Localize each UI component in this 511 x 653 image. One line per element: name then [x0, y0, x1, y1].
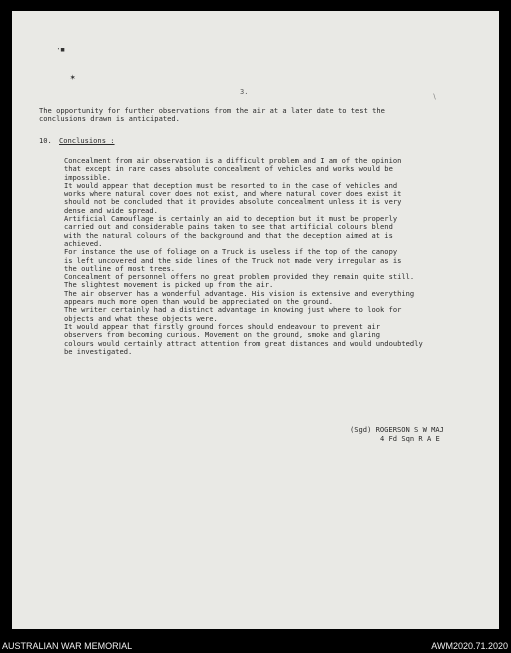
- signature-unit: 4 Fd Sqn R A E: [380, 433, 440, 443]
- section-title: Conclusions :: [59, 136, 115, 145]
- text-line: The air observer has a wonderful advantage. His vision is extensive and everything: [64, 288, 415, 298]
- text-line: works where natural cover does not exist, and where natural cover does exist it: [64, 189, 402, 199]
- text-line: colours would certainly attract attention from great distances and would undoubtedly: [64, 338, 423, 348]
- intro-paragraph: [39, 107, 385, 124]
- footer-reference: AWM2020.71.2020: [431, 641, 508, 651]
- text-line: appears much more open than would be appreciated on the ground.: [64, 297, 334, 307]
- text-line: achieved.: [64, 238, 103, 248]
- text-line: conclusions drawn is anticipated.: [39, 114, 180, 124]
- document-page: [12, 11, 499, 629]
- ink-speck: ∖: [432, 93, 437, 101]
- signature-name: (Sgd) ROGERSON S W MAJ: [350, 425, 444, 434]
- text-line: The opportunity for further observations from the air at a later date to test the: [39, 106, 385, 115]
- text-line: is left uncovered and the side lines of the Truck not made very irregular as is: [64, 255, 402, 265]
- text-line: impossible.: [64, 172, 111, 182]
- text-line: that except in rare cases absolute concealment of vehicles and works would be: [64, 164, 393, 174]
- text-line: observers from becoming curious. Movement on the ground, smoke and glaring: [64, 330, 381, 340]
- ink-speck: ✶: [70, 73, 76, 83]
- text-line: For instance the use of foliage on a Truck is useless if the top of the canopy: [64, 247, 398, 257]
- footer-institution: AUSTRALIAN WAR MEMORIAL: [2, 641, 133, 651]
- text-line: the outline of most trees.: [64, 263, 176, 273]
- section-heading: [39, 137, 115, 145]
- text-line: Concealment of personnel offers no great problem provided they remain quite still.: [64, 272, 415, 282]
- text-line: It would appear that firstly ground forces should endeavour to prevent air: [64, 321, 381, 331]
- page-number: 3.: [240, 88, 249, 96]
- text-line: The slightest movement is picked up from the air.: [64, 280, 274, 290]
- text-line: be investigated.: [64, 346, 133, 356]
- signature-block: [350, 426, 444, 443]
- text-line: with the natural colours of the background and that the deception aimed at is: [64, 230, 393, 240]
- text-line: The writer certainly had a distinct advantage in knowing just where to look for: [64, 305, 402, 315]
- text-line: carried out and considerable pains taken to see that artificial colours blend: [64, 222, 393, 232]
- text-line: objects and what these objects were.: [64, 313, 218, 323]
- text-line: dense and wide spread.: [64, 205, 158, 215]
- text-line: Concealment from air observation is a difficult problem and I am of the opinion: [64, 156, 402, 165]
- conclusions-body: [64, 157, 423, 356]
- section-number: 10.: [39, 136, 52, 145]
- archive-footer: [0, 639, 511, 653]
- text-line: It would appear that deception must be resorted to in the case of vehicles and: [64, 180, 398, 190]
- text-line: should not be concluded that it provides absolute concealment unless it is very: [64, 197, 402, 207]
- text-line: Artificial Camouflage is certainly an aid to deception but it must be properly: [64, 214, 398, 224]
- ink-speck: ‧▪: [57, 45, 66, 55]
